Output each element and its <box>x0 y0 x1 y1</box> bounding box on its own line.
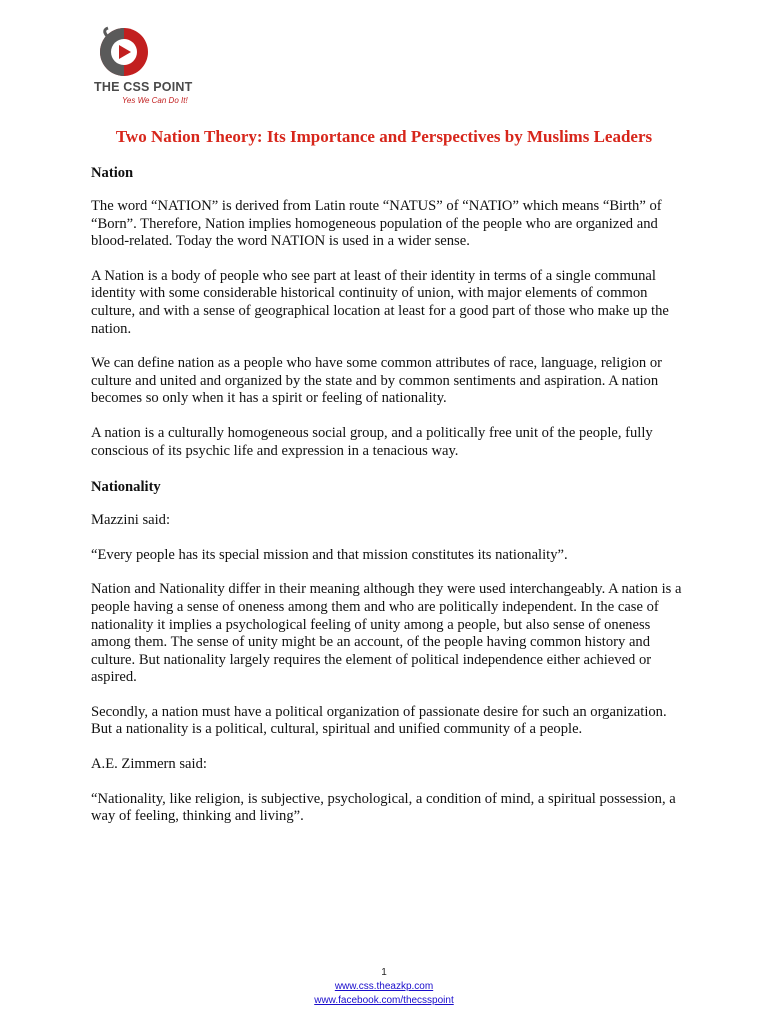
logo-name: THE CSS POINT <box>94 80 193 94</box>
paragraph: The word “NATION” is derived from Latin route “NATUS” of “NATIO” which means “Birth” of “Born”. Therefore, Nation implies homogeneous population of the people who are organized and blood-related. Today the word NATION is used in a wider sense. <box>91 198 662 250</box>
logo-tagline: Yes We Can Do It! <box>122 96 188 105</box>
document-title: Two Nation Theory: Its Importance and Perspectives by Muslims Leaders <box>115 127 653 146</box>
section-heading-nation: Nation <box>91 165 134 181</box>
page-footer <box>0 966 768 1008</box>
css-point-logo <box>88 24 208 108</box>
quote-paragraph: “Every people has its special mission and that mission constitutes its nationality”. <box>91 546 568 563</box>
section-heading-nationality: Nationality <box>91 479 161 496</box>
paragraph: Nation and Nationality differ in their meaning although they were used interchangeably. A nation is a people having a sense of oneness among them and who are politically independent. In the case of nationality it implies a psychological feeling of unity among a people, but also sense of oneness among them. The sense of unity might be an account, of the people having common history and culture. But nationality largely requires the element of political independence either achieved or aspired. <box>91 581 682 686</box>
paragraph: A nation is a culturally homogeneous social group, and a politically free unit of the people, fully conscious of its psychic life and expression in a tenacious way. <box>91 424 653 459</box>
paragraph: Mazzini said: <box>91 512 171 529</box>
facebook-link[interactable]: www.facebook.com/thecsspoint <box>314 995 454 1006</box>
website-link[interactable]: www.css.theazkp.com <box>334 981 434 992</box>
paragraph: A.E. Zimmern said: <box>91 756 207 773</box>
paragraph: We can define nation as a people who have some common attributes of race, language, religion or culture and united and organized by the state and by common sentiments and aspiration. A nation becomes so only when it has a spirit or feeling of nationality. <box>91 355 663 407</box>
paragraph: A Nation is a body of people who see part at least of their identity in terms of a single communal identity with some considerable historical continuity of union, with major elements of common culture, and with a sense of geographical location at least for a good part of those who make up the nation. <box>91 267 669 337</box>
paragraph: Secondly, a nation must have a political organization of passionate desire for such an organization. But a nationality is a political, cultural, spiritual and unified community of a people. <box>91 703 667 738</box>
logo-emblem-icon <box>98 26 150 78</box>
document-body <box>91 163 691 843</box>
page-number: 1 <box>381 967 387 978</box>
quote-paragraph: “Nationality, like religion, is subjective, psychological, a condition of mind, a spiritual possession, a way of feeling, thinking and living”. <box>91 790 676 825</box>
